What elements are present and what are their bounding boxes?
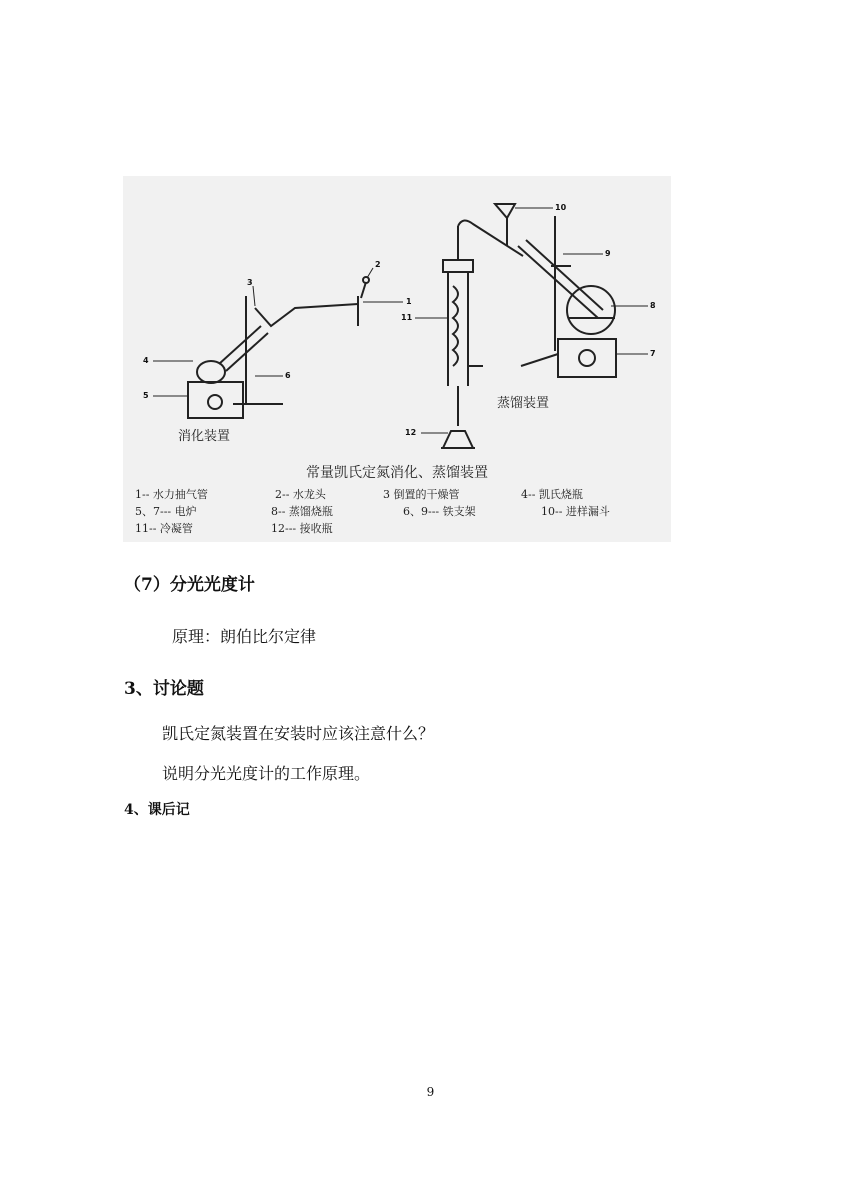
page-number: 9 bbox=[426, 1085, 435, 1099]
legend-item: 12--- 接收瓶 bbox=[271, 522, 333, 535]
figure-title: 常量凯氏定氮消化、蒸馏装置 bbox=[306, 465, 488, 481]
legend-row bbox=[135, 520, 610, 537]
label-number-7: 7 bbox=[650, 349, 656, 358]
label-number-6: 6 bbox=[285, 371, 291, 380]
section-4-heading: 4、课后记 bbox=[124, 802, 190, 818]
legend-item: 8-- 蒸馏烧瓶 bbox=[271, 505, 333, 518]
label-number-2: 2 bbox=[375, 260, 381, 269]
legend-row bbox=[135, 486, 610, 503]
legend-item: 1-- 水力抽气管 bbox=[135, 488, 208, 501]
digestion-label: 消化装置 bbox=[178, 429, 231, 444]
legend-item: 10-- 进样漏斗 bbox=[541, 505, 610, 518]
section-7-principle: 原理：朗伯比尔定律 bbox=[172, 627, 317, 646]
label-number-8: 8 bbox=[650, 301, 656, 310]
section-7-heading: （7）分光光度计 bbox=[124, 575, 255, 595]
label-number-5: 5 bbox=[143, 391, 149, 400]
legend-item: 4-- 凯氏烧瓶 bbox=[521, 488, 583, 501]
legend-row bbox=[135, 503, 610, 520]
label-number-4: 4 bbox=[143, 356, 149, 365]
legend-item: 6、9--- 铁支架 bbox=[403, 505, 476, 518]
legend-item: 3 倒置的干燥管 bbox=[383, 488, 460, 501]
legend-item: 2-- 水龙头 bbox=[275, 488, 326, 501]
legend-item: 11-- 冷凝管 bbox=[135, 522, 193, 535]
section-3-heading: 3、讨论题 bbox=[124, 679, 204, 699]
label-number-10: 10 bbox=[555, 203, 567, 212]
distillation-label: 蒸馏装置 bbox=[497, 396, 550, 411]
label-number-12: 12 bbox=[405, 428, 417, 437]
legend-item: 5、7--- 电炉 bbox=[135, 505, 197, 518]
discussion-question-1: 凯氏定氮装置在安装时应该注意什么？ bbox=[162, 724, 435, 743]
label-number-11: 11 bbox=[401, 313, 413, 322]
discussion-question-2: 说明分光光度计的工作原理。 bbox=[162, 764, 371, 783]
label-number-9: 9 bbox=[605, 249, 611, 258]
label-number-3: 3 bbox=[247, 278, 253, 287]
apparatus-figure bbox=[123, 176, 671, 542]
label-number-1: 1 bbox=[406, 297, 412, 306]
figure-legend bbox=[135, 486, 610, 537]
apparatus-drawing bbox=[123, 176, 671, 456]
